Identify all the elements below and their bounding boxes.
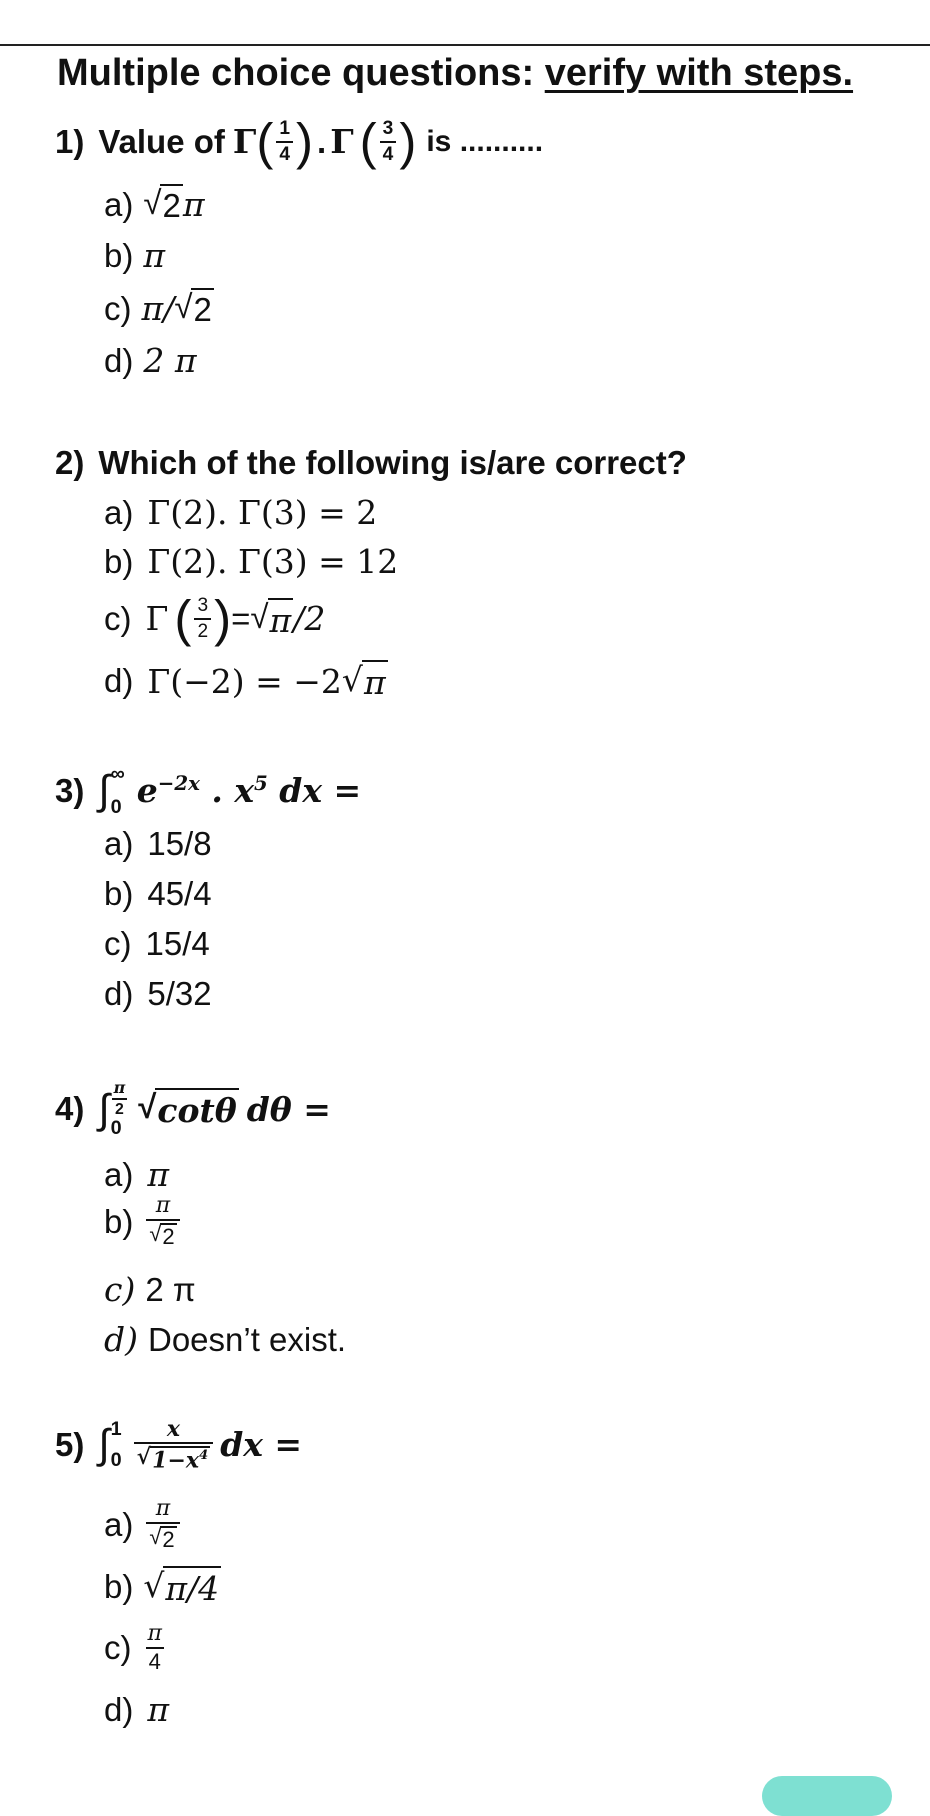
- option-label: a): [104, 185, 134, 223]
- denominator: 4: [146, 1647, 164, 1673]
- denominator: √ $1-x^4$: [134, 1442, 214, 1471]
- expr-mid: . x: [199, 771, 255, 811]
- upper-limit: ∞: [110, 763, 125, 785]
- option-text: 45/4: [147, 875, 212, 912]
- q3-option-b[interactable]: [104, 875, 212, 913]
- q5-option-a[interactable]: [104, 1498, 183, 1551]
- numerator: π: [155, 1193, 171, 1218]
- denominator: 2: [194, 618, 211, 641]
- option-label: d): [104, 1320, 138, 1359]
- q2-option-b[interactable]: [104, 542, 398, 581]
- radicand: π: [268, 598, 294, 640]
- option-text: π: [143, 236, 166, 275]
- equals-sign: =: [231, 599, 251, 637]
- q5-option-c[interactable]: [104, 1623, 168, 1673]
- denominator: 4: [380, 141, 397, 164]
- radicand: 2: [162, 1224, 175, 1249]
- option-label: b): [104, 1568, 134, 1605]
- dot-operator: .: [317, 122, 327, 160]
- option-text: Γ(2). Γ(3) = 2: [147, 493, 378, 532]
- radicand: 2: [191, 288, 213, 329]
- question-3: [55, 764, 361, 818]
- q3-option-c[interactable]: [104, 925, 210, 963]
- q4-option-a[interactable]: [104, 1155, 169, 1194]
- question-4: [55, 1080, 331, 1138]
- q2-option-d[interactable]: [104, 660, 388, 702]
- integrand: [137, 771, 361, 810]
- question-number: 3): [55, 771, 85, 809]
- lower-limit: 0: [110, 1116, 122, 1139]
- fraction-pi-over-root2: [146, 1498, 179, 1551]
- denominator: √ 2: [146, 1522, 179, 1551]
- option-text: Doesn’t exist.: [148, 1320, 347, 1358]
- question-tail: is ..........: [426, 124, 544, 158]
- question-text: Value of: [98, 122, 225, 160]
- option-label: c): [104, 1629, 132, 1666]
- expr-tail: dθ =: [246, 1089, 331, 1129]
- title-underlined-text: verify with steps.: [544, 52, 854, 94]
- exponent: 5: [254, 771, 268, 796]
- radicand: cotθ: [155, 1088, 238, 1130]
- upper-limit: 1: [110, 1417, 122, 1440]
- expr-e: e: [136, 771, 158, 811]
- numerator: π: [147, 1621, 162, 1646]
- integral-sign: ∫ 1 0: [98, 1417, 122, 1471]
- numerator: x: [166, 1416, 180, 1442]
- q1-option-b[interactable]: [104, 236, 165, 275]
- q3-option-a[interactable]: [104, 825, 212, 863]
- fraction-one-quarter: ( $\frac{1}{4}$ ): [256, 113, 314, 170]
- option-text: 15/4: [145, 925, 210, 962]
- expr-tail: dx =: [267, 771, 362, 811]
- option-label: a): [104, 493, 134, 531]
- option-text: π: [147, 1690, 170, 1729]
- exponent: −2x: [157, 771, 200, 796]
- page-title: [57, 52, 853, 95]
- option-text: 2 π: [143, 341, 197, 380]
- radicand: 2: [162, 1527, 175, 1552]
- integral-sign: ∫ ∞ 0: [98, 763, 125, 818]
- numerator: 1: [279, 118, 290, 140]
- option-text: π/: [141, 289, 175, 328]
- gamma-symbol: Γ: [330, 122, 354, 162]
- option-label: a): [104, 1155, 134, 1193]
- question-number: 2): [55, 444, 85, 481]
- expr-tail: dx =: [220, 1425, 303, 1465]
- option-text: 2 π: [145, 1270, 196, 1308]
- radicand: π/4: [163, 1566, 221, 1608]
- option-label: a): [104, 1505, 134, 1543]
- option-label: a): [104, 825, 134, 862]
- question-text: Which of the following is/are correct?: [98, 444, 687, 481]
- numerator: 3: [197, 595, 209, 617]
- sqrt: √ π: [341, 660, 386, 702]
- radicand: π: [362, 660, 388, 702]
- option-label: c): [104, 289, 132, 327]
- fraction-pi-over-root2: [146, 1195, 179, 1248]
- upper-limit-numerator: π: [113, 1078, 126, 1097]
- denominator: 4: [276, 141, 293, 164]
- option-label: d): [104, 975, 134, 1012]
- option-label: d): [104, 341, 134, 379]
- numerator: 3: [382, 118, 394, 140]
- option-text: 15/8: [147, 825, 212, 862]
- question-number: 1): [55, 122, 85, 160]
- denominator: √ 2: [146, 1219, 179, 1248]
- option-text: π: [182, 185, 205, 224]
- option-label: c): [104, 925, 132, 962]
- q4-option-d[interactable]: [104, 1320, 346, 1359]
- q5-option-b[interactable]: [104, 1566, 221, 1608]
- sqrt: √ π: [250, 597, 292, 640]
- sqrt: √ π/4: [143, 1566, 220, 1608]
- lower-limit: 0: [110, 1448, 122, 1471]
- numerator: π: [155, 1496, 171, 1521]
- q3-option-d[interactable]: [104, 975, 212, 1013]
- option-label: c): [104, 1270, 136, 1309]
- sqrt: √ cotθ: [138, 1088, 237, 1131]
- question-2: [55, 444, 687, 482]
- option-label: b): [104, 1202, 134, 1240]
- option-label: b): [104, 236, 134, 274]
- q4-option-b[interactable]: [104, 1195, 183, 1248]
- q1-option-d[interactable]: [104, 341, 197, 380]
- gamma-symbol: Γ: [145, 599, 169, 639]
- question-1: [55, 113, 544, 170]
- option-label: b): [104, 542, 134, 580]
- question-number: 5): [55, 1425, 85, 1463]
- fraction-three-quarters: ( $\frac{3}{4}$ ): [359, 113, 417, 170]
- q1-option-c[interactable]: [104, 288, 214, 329]
- question-number: 4): [55, 1090, 85, 1128]
- option-text: /2: [293, 599, 326, 639]
- option-label: d): [104, 1690, 134, 1728]
- option-label: c): [104, 599, 132, 637]
- lower-limit: 0: [110, 795, 122, 818]
- question-5: [55, 1416, 303, 1474]
- title-text: Multiple choice questions:: [57, 52, 545, 94]
- integral-sign: ∫ $\frac{\pi}{2}$ 0: [98, 1080, 128, 1138]
- q2-option-a[interactable]: [104, 493, 377, 532]
- upper-limit-denominator: 2: [112, 1098, 127, 1118]
- top-divider: [0, 44, 930, 46]
- q4-option-c[interactable]: [104, 1270, 196, 1309]
- sqrt: √ 2: [174, 288, 212, 328]
- option-label: d): [104, 662, 134, 699]
- floating-action-button[interactable]: [762, 1776, 892, 1816]
- q5-option-d[interactable]: [104, 1690, 169, 1729]
- option-text: 5/32: [147, 975, 212, 1012]
- exponent: 4: [199, 1448, 209, 1463]
- option-label: b): [104, 875, 134, 912]
- option-text: π: [147, 1155, 170, 1194]
- option-text: Γ(−2) = −2: [147, 661, 342, 701]
- q2-option-c[interactable]: [104, 590, 326, 647]
- q1-option-a[interactable]: [104, 184, 205, 225]
- radicand: 2: [160, 184, 182, 225]
- option-text: Γ(2). Γ(3) = 12: [147, 542, 399, 581]
- fraction-three-halves: ( $\frac{3}{2}$ ): [174, 590, 232, 647]
- gamma-symbol: Γ: [232, 122, 257, 162]
- fraction-pi-over-4: [145, 1623, 165, 1673]
- integrand-fraction: [134, 1416, 214, 1474]
- sqrt: √ 2: [143, 184, 181, 224]
- radicand: 1−x: [152, 1447, 199, 1474]
